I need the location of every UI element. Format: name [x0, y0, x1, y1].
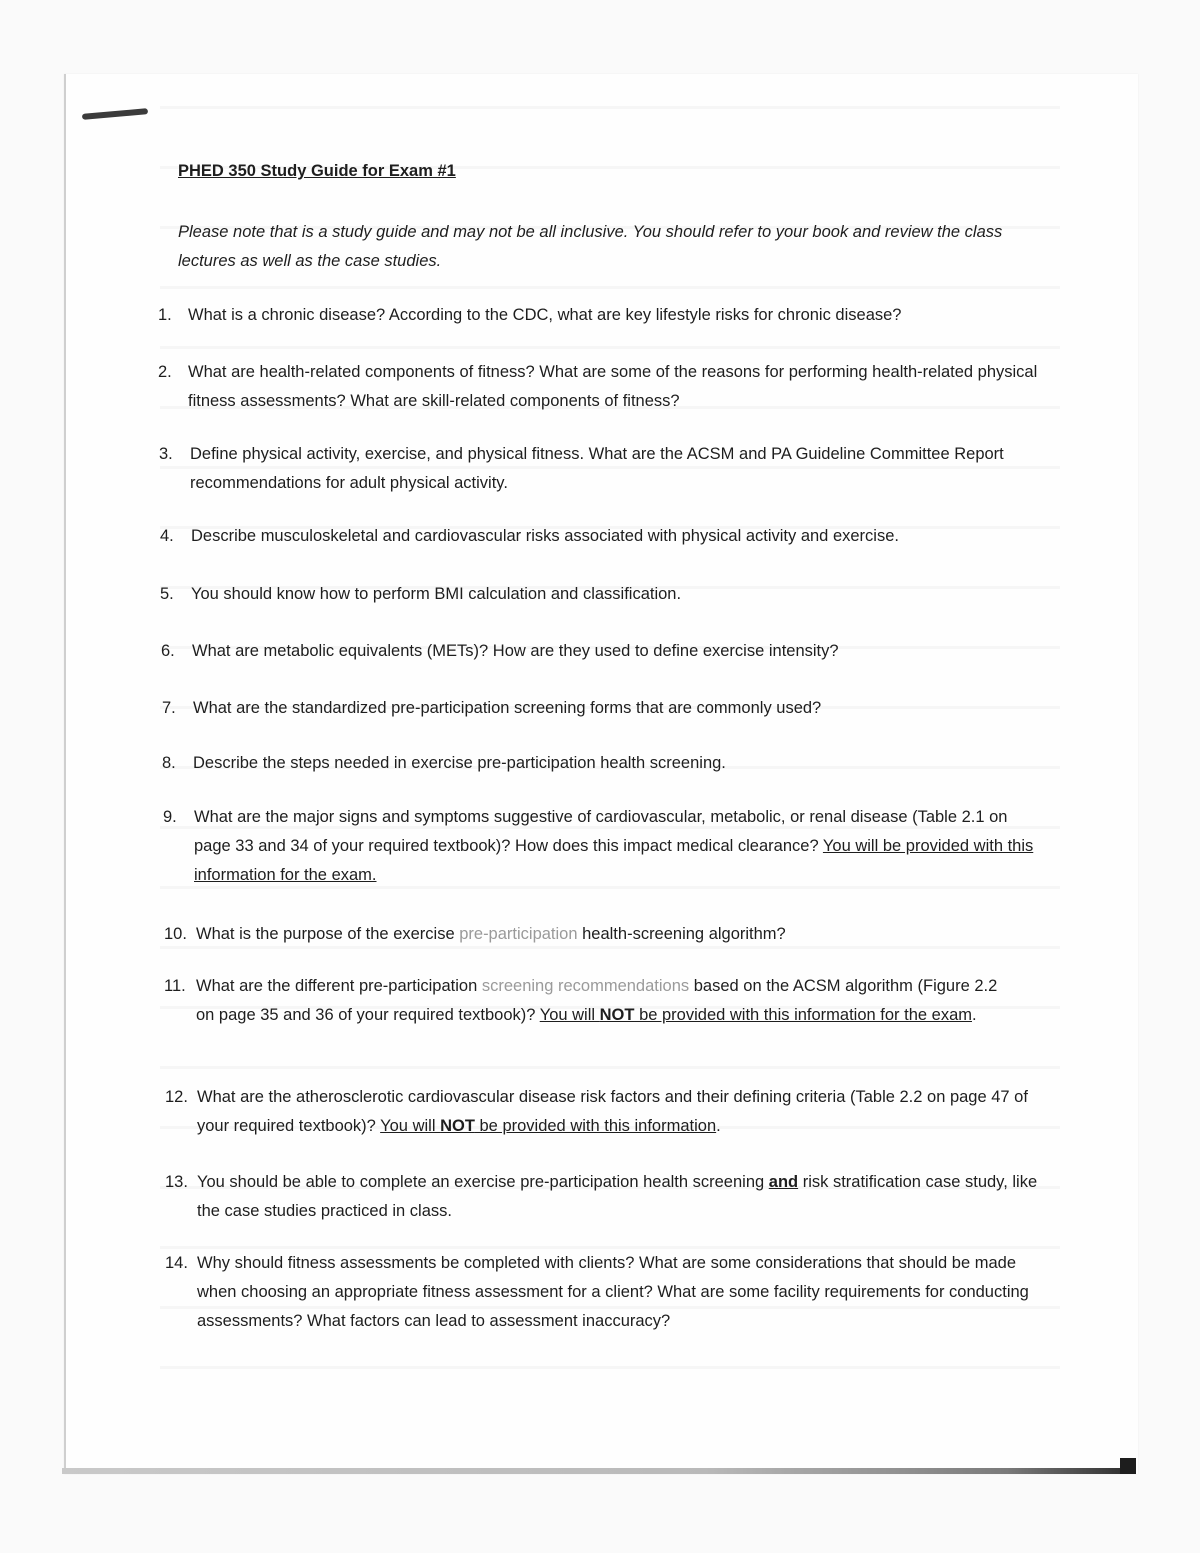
question-text: What are health-related components of fitness? What are some of the reasons for performing health-related physical fitness assessments? What are skill-related components of fitness?	[188, 363, 1038, 410]
question-14	[165, 1249, 1050, 1336]
question-1	[158, 301, 1058, 330]
question-4	[160, 522, 1060, 551]
question-12	[165, 1083, 1037, 1141]
question-number: 6.	[161, 642, 175, 660]
question-text: What are the atherosclerotic cardiovascular disease risk factors and their defining criteria (Table 2.2 on page 47 of your required textbook)?	[197, 1088, 1028, 1135]
intro-note: Please note that is a study guide and may not be all inclusive. You should refer to your book and review the class lectures as well as the case studies.	[178, 223, 1003, 270]
provided-info-note: You will	[539, 1006, 600, 1024]
question-text: health-screening algorithm?	[577, 925, 786, 943]
question-text: What are the major signs and symptoms suggestive of cardiovascular, metabolic, or renal disease (Table 2.1 on page 33 and 34 of your required textbook)? How does this impact medical clearance?	[194, 808, 1008, 855]
question-text: What is a chronic disease? According to the CDC, what are key lifestyle risks for chronic disease?	[188, 306, 902, 324]
question-text: What are metabolic equivalents (METs)? How are they used to define exercise intensity?	[192, 642, 839, 660]
question-5	[160, 580, 1060, 609]
document-title: PHED 350 Study Guide for Exam #1	[178, 162, 456, 180]
question-8	[162, 749, 1062, 778]
question-text: Why should fitness assessments be completed with clients? What are some considerations that should be made when choosing an appropriate fitness assessment for a client? What are some facility requirements for conducting assessments? What factors can lead to assessment inaccuracy?	[197, 1254, 1029, 1330]
question-7	[162, 694, 1062, 723]
question-number: 7.	[162, 699, 176, 717]
emphasis-not: NOT	[440, 1117, 475, 1135]
question-text: risk stratification case study, like the case studies practiced in class.	[197, 1173, 1038, 1220]
paper-bottom-edge	[62, 1468, 1136, 1474]
question-13	[165, 1168, 1055, 1226]
question-number: 5.	[160, 585, 174, 603]
question-10	[164, 920, 1064, 949]
question-number: 8.	[162, 754, 176, 772]
question-text-faint: screening recommendations	[481, 977, 690, 995]
question-text: Define physical activity, exercise, and physical fitness. What are the ACSM and PA Guideline Committee Report recommendations for adult physical activity.	[190, 445, 1004, 492]
question-number: 10.	[164, 925, 187, 943]
question-text: What are the different pre-participation	[196, 977, 482, 995]
emphasis-not: NOT	[599, 1006, 635, 1024]
question-text: Describe musculoskeletal and cardiovascular risks associated with physical activity and exercise.	[191, 527, 899, 545]
question-number: 3.	[159, 445, 173, 463]
question-text-faint: pre-participation	[459, 925, 578, 943]
question-number: 9.	[163, 808, 177, 826]
provided-info-note: be provided with this information	[474, 1117, 717, 1135]
question-text: .	[716, 1117, 721, 1135]
provided-info-note: You will	[380, 1117, 441, 1135]
emphasis-and: and	[768, 1173, 799, 1191]
question-text: You should be able to complete an exercise pre-participation health screening	[197, 1173, 769, 1191]
question-3	[159, 440, 1041, 498]
question-2	[158, 358, 1038, 416]
provided-info-note: You will be provided with this information for the exam.	[194, 837, 1034, 884]
question-text: .	[972, 1006, 977, 1024]
question-text: What is the purpose of the exercise	[196, 925, 460, 943]
question-text: based on the ACSM algorithm (Figure 2.2 on page 35 and 36 of your required textbook)?	[196, 977, 998, 1024]
question-text: What are the standardized pre-participation screening forms that are commonly used?	[193, 699, 822, 717]
scan-corner-shadow	[1120, 1458, 1136, 1474]
question-11	[164, 972, 1000, 1030]
question-number: 14.	[165, 1254, 188, 1272]
question-text: Describe the steps needed in exercise pre-participation health screening.	[193, 754, 726, 772]
question-number: 12.	[165, 1088, 188, 1106]
provided-info-note: be provided with this information for the exam	[634, 1006, 972, 1024]
question-number: 13.	[165, 1173, 188, 1191]
question-6	[161, 637, 1061, 666]
question-text: You should know how to perform BMI calculation and classification.	[191, 585, 682, 603]
question-number: 1.	[158, 306, 172, 324]
question-number: 4.	[160, 527, 174, 545]
question-number: 2.	[158, 363, 172, 381]
question-number: 11.	[164, 977, 186, 995]
question-9	[163, 803, 1035, 890]
